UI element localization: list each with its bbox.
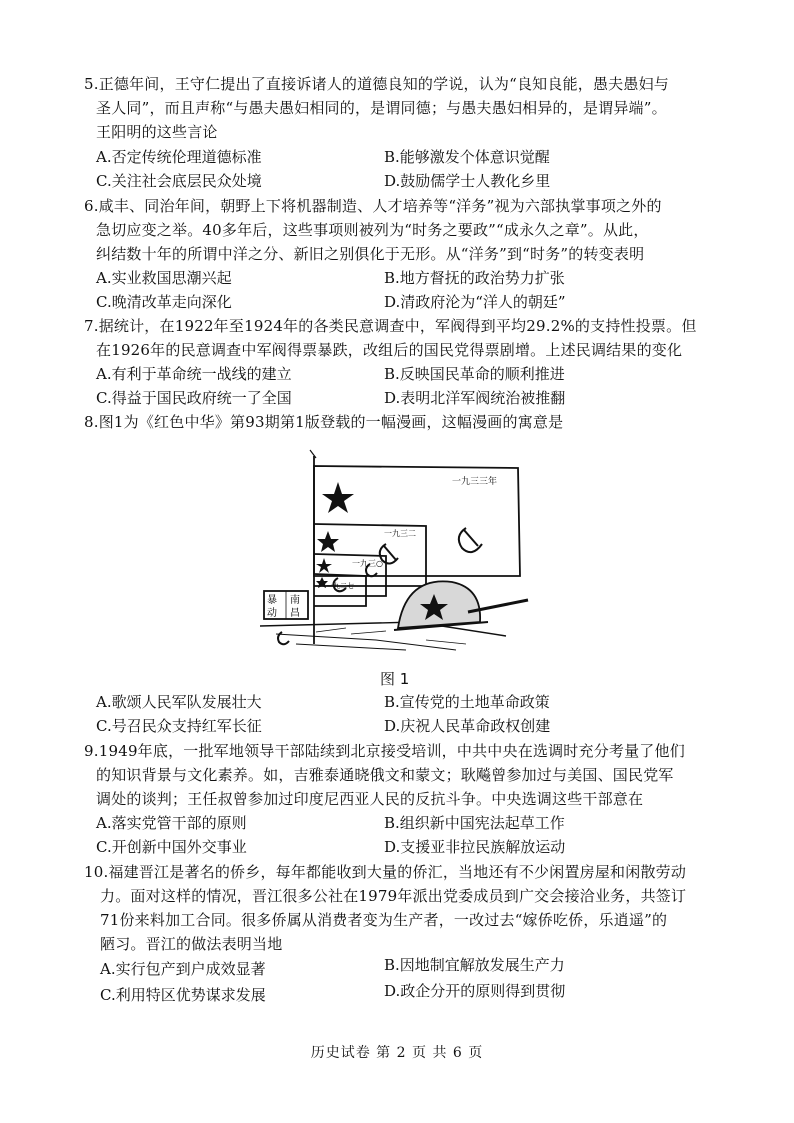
- q5-option-a: A.否定传统伦理道德标准: [96, 148, 262, 166]
- q5-line-2: 圣人同”，而且声称“与愚夫愚妇相同的，是谓同德；与愚夫愚妇相异的，是谓异端”。: [96, 99, 667, 117]
- q9-option-c: C.开创新中国外交事业: [96, 838, 247, 856]
- sign-char: 动: [267, 608, 277, 619]
- star-icon: [317, 531, 339, 552]
- q7-option-c: C.得益于国民政府统一了全国: [96, 389, 292, 407]
- q5-option-c: C.关注社会底层民众处境: [96, 172, 262, 190]
- page-footer: 历史试卷 第 2 页 共 6 页: [310, 1045, 484, 1061]
- star-icon: [316, 558, 332, 573]
- q7-option-b: B.反映国民革命的顺利推进: [384, 365, 565, 383]
- q6-option-a: A.实业救国思潮兴起: [96, 269, 232, 287]
- q7-line-1: 7.据统计，在1922年至1924年的各类民意调查中，军阀得到平均29.2%的支持性投票。但: [84, 317, 697, 335]
- q8-option-d: D.庆祝人民革命政权创建: [384, 717, 551, 735]
- q9-option-d: D.支援亚非拉民族解放运动: [384, 838, 566, 856]
- q6-option-d: D.清政府沦为“洋人的朝廷”: [384, 293, 566, 311]
- q6-line-3: 纠结数十年的所谓中洋之分、新旧之别俱化于无形。从“洋务”到“时务”的转变表明: [96, 245, 645, 263]
- sign-char: 昌: [290, 608, 300, 619]
- q9-line-2: 的知识背景与文化素养。如，吉雅泰通晓俄文和蒙文；耿飚曾参加过与美国、国民党军: [96, 766, 674, 784]
- q6-option-c: C.晚清改革走向深化: [96, 293, 232, 311]
- star-icon: [322, 482, 354, 513]
- figure-caption: 图 1: [380, 670, 410, 688]
- q9-line-3: 调处的谈判；王任叔曾参加过印度尼西亚人民的反抗斗争。中央选调这些干部意在: [96, 790, 644, 808]
- q10-option-a: A.实行包产到户成效显著: [100, 960, 266, 978]
- q6-line-1: 6.咸丰、同治年间，朝野上下将机器制造、人才培养等“洋务”视为六部执掌事项之外的: [84, 197, 662, 215]
- flag-label-1927: 一九二七: [326, 582, 354, 590]
- q9-option-a: A.落实党管干部的原则: [96, 814, 247, 832]
- hammer-sickle-icon: [459, 528, 482, 552]
- q10-option-c: C.利用特区优势谋求发展: [100, 986, 266, 1004]
- sign-char: 南: [290, 595, 300, 606]
- q9-option-b: B.组织新中国宪法起草工作: [384, 814, 565, 832]
- sign-char: 暴: [267, 595, 277, 606]
- q8-option-b: B.宣传党的土地革命政策: [384, 693, 550, 711]
- flag-label-1932: 一九三二: [384, 529, 416, 538]
- q10-line-1: 10.福建晋江是著名的侨乡，每年都能收到大量的侨汇，当地还有不少闲置房屋和闲散劳动: [84, 863, 687, 881]
- q10-option-b: B.因地制宜解放发展生产力: [384, 956, 565, 974]
- q10-line-4: 陋习。晋江的做法表明当地: [100, 935, 283, 953]
- q7-option-d: D.表明北洋军阀统治被推翻: [384, 389, 566, 407]
- flag-label-1930: 一九三○: [352, 559, 383, 568]
- q8-line-1: 8.图1为《红色中华》第93期第1版登载的一幅漫画，这幅漫画的寓意是: [84, 413, 564, 431]
- hammer-sickle-icon: [278, 632, 289, 644]
- q5-option-d: D.鼓励儒学士人教化乡里: [384, 172, 551, 190]
- q8-option-c: C.号召民众支持红军长征: [96, 717, 262, 735]
- q9-line-1: 9.1949年底，一批军地领导干部陆续到北京接受培训，中共中央在选调时充分考量了他们: [84, 742, 685, 760]
- flag-label-1933: 一九三三年: [452, 477, 498, 487]
- q10-line-2: 力。面对这样的情况，晋江很多公社在1979年派出党委成员到广交会接洽业务，共签订: [100, 887, 687, 905]
- q7-option-a: A.有利于革命统一战线的建立: [96, 365, 292, 383]
- q10-option-d: D.政企分开的原则得到贯彻: [384, 982, 566, 1000]
- q6-line-2: 急切应变之举。40多年后，这些事项则被列为“时务之要政”“成永久之章”。从此，: [96, 221, 649, 239]
- q10-line-3: 71份来料加工合同。很多侨属从消费者变为生产者，一改过去“嫁侨吃侨，乐逍遥”的: [100, 911, 668, 929]
- q5-line-3: 王阳明的这些言论: [96, 123, 218, 141]
- q7-line-2: 在1926年的民意调查中军阀得票暴跌，改组后的国民党得票剧增。上述民调结果的变化: [96, 341, 683, 359]
- q8-option-a: A.歌颂人民军队发展壮大: [96, 693, 262, 711]
- q5-line-1: 5.正德年间，王守仁提出了直接诉诸人的道德良知的学说，认为“良知良能，愚夫愚妇与: [84, 75, 669, 93]
- cartoon-figure: [256, 436, 536, 662]
- q5-option-b: B.能够激发个体意识觉醒: [384, 148, 550, 166]
- q6-option-b: B.地方督抚的政治势力扩张: [384, 269, 565, 287]
